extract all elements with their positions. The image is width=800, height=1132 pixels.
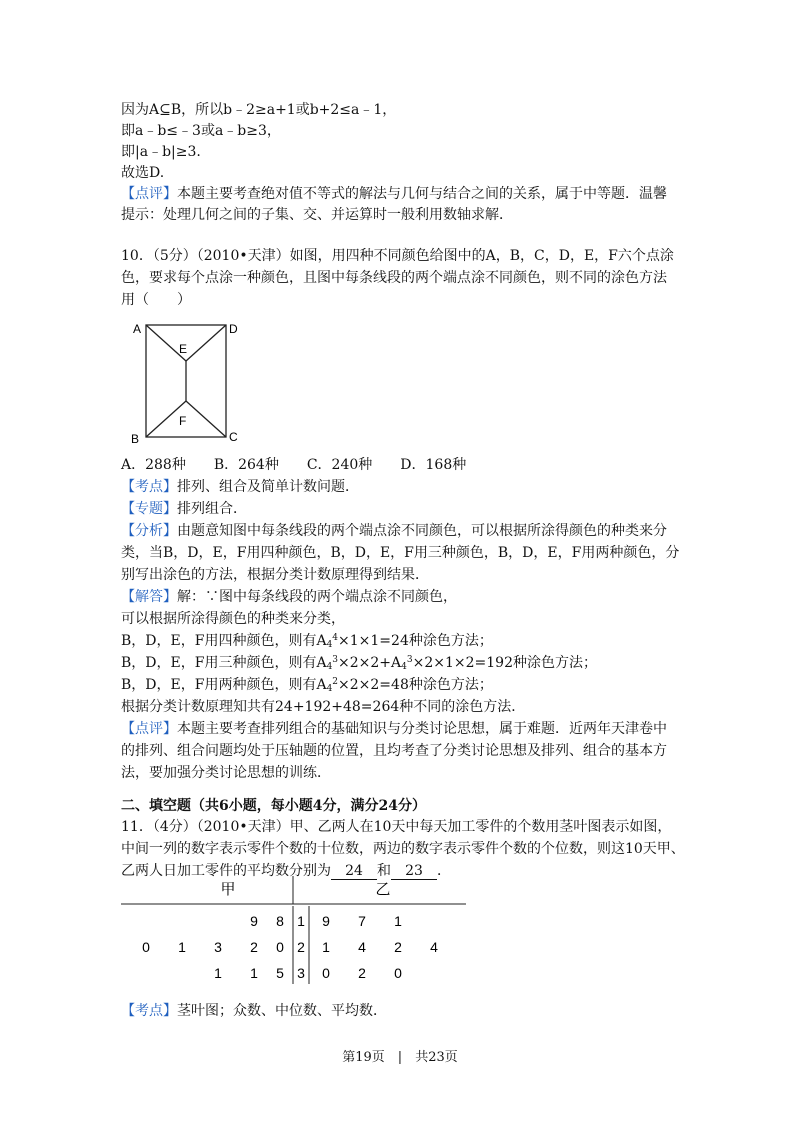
- solution-line: 即a﹣b≤﹣3或a﹣b≥3，: [121, 123, 281, 139]
- kaodian-tag: 【考点】: [121, 1003, 177, 1019]
- step-text: ×1×1=24种涂色方法；: [338, 633, 493, 649]
- right-leaf: 0: [394, 965, 402, 981]
- question-11-text: 11．（4分）（2010•天津）甲、乙两人在10天中每天加工零件的个数用茎叶图表示如图，: [121, 819, 672, 835]
- dianping-tag: 【点评】: [121, 721, 177, 737]
- kaodian-line: [121, 477, 359, 497]
- jieda-step-3: [121, 675, 493, 695]
- left-leaf: 0: [142, 939, 150, 955]
- right-title: 乙: [375, 880, 391, 898]
- step-text: B，D，E，F用三种颜色，则有A: [121, 655, 327, 671]
- right-leaf: 4: [358, 939, 366, 955]
- comment-tag: 【点评】: [121, 186, 177, 202]
- comment-line: [121, 184, 667, 204]
- superscript: 4: [332, 633, 339, 643]
- right-leaf: 2: [394, 939, 402, 955]
- subscript: 4: [401, 662, 407, 672]
- solution-line: 因为A⊆B，所以b﹣2≥a+1或b+2≤a﹣1，: [121, 102, 397, 118]
- label-C: C: [229, 430, 238, 444]
- question-10-text: 用（ ）: [121, 292, 191, 308]
- superscript: 2: [332, 677, 339, 687]
- left-leaf: 8: [276, 913, 284, 929]
- fenxi-line: [121, 521, 667, 541]
- right-leaf: 0: [322, 965, 330, 981]
- step-text: ×2×1×2=192种涂色方法；: [412, 655, 597, 671]
- question-10-text: 色，要求每个点涂一种颜色，且图中每条线段的两个端点涂不同颜色，则不同的涂色方法: [121, 270, 667, 286]
- kaodian-text: 茎叶图；众数、中位数、平均数．: [177, 1003, 387, 1019]
- page-footer: 第19页 | 共23页: [342, 1050, 458, 1065]
- left-leaf: 3: [214, 939, 222, 955]
- label-E: E: [179, 342, 188, 356]
- segment-CF: [186, 401, 226, 437]
- left-leaf: 2: [250, 939, 258, 955]
- answer-blank-1: 24: [331, 863, 377, 880]
- right-leaf: 2: [358, 965, 366, 981]
- zhuanti-line: [121, 499, 247, 519]
- stem-value: 3: [297, 965, 305, 981]
- fenxi-text: 由题意知图中每条线段的两个端点涂不同颜色，可以根据所涂得颜色的种类来分: [177, 523, 667, 539]
- superscript: 3: [332, 655, 339, 665]
- segment-DE: [186, 325, 226, 361]
- comment-line: 提示：处理几何之间的子集、交、并运算时一般利用数轴求解．: [121, 207, 513, 223]
- question-10-text: 10．（5分）（2010•天津）如图，用四种不同颜色给图中的A，B，C，D，E，F六个点涂: [121, 248, 674, 264]
- right-leaf: 1: [394, 913, 402, 929]
- subscript: 4: [326, 640, 333, 650]
- jieda-text: 解：∵图中每条线段的两个端点涂不同颜色，: [177, 589, 457, 605]
- left-leaf: 5: [276, 965, 284, 981]
- answer-blank-2: 23: [391, 863, 437, 880]
- left-leaf: 1: [250, 965, 258, 981]
- rectangle-figure: [121, 315, 251, 445]
- stem-leaf-plot: [121, 876, 471, 986]
- right-leaf: 7: [358, 913, 366, 929]
- question-text: 乙两人日加工零件的平均数分别为: [121, 863, 331, 879]
- step-text: ×2×2=48种涂色方法；: [338, 677, 493, 693]
- kaodian-text: 排列、组合及简单计数问题．: [177, 479, 359, 495]
- solution-line: 即|a﹣b|≥3.: [121, 144, 201, 160]
- question-text: 和: [377, 863, 391, 879]
- right-leaf: 1: [322, 939, 330, 955]
- comment-text: 本题主要考查绝对值不等式的解法与几何与结合之间的关系，属于中等题．温馨: [177, 186, 667, 202]
- jieda-step-1: [121, 631, 493, 651]
- jieda-tag: 【解答】: [121, 589, 177, 605]
- jieda-line: 可以根据所涂得颜色的种类来分类，: [121, 611, 345, 627]
- zhuanti-text: 排列组合．: [177, 501, 247, 517]
- right-leaf: 9: [322, 913, 330, 929]
- left-leaf: 0: [276, 939, 284, 955]
- fenxi-tag: 【分析】: [121, 523, 177, 539]
- fenxi-line: 类，当B，D，E，F用四种颜色，B，D，E，F用三种颜色，B，D，E，F用两种颜色，分: [121, 545, 680, 561]
- stem-value: 1: [297, 913, 305, 929]
- question-text: ．: [437, 863, 451, 879]
- jieda-line: [121, 587, 457, 607]
- label-B: B: [131, 432, 140, 445]
- question-11-text: 中间一列的数字表示零件个数的十位数，两边的数字表示零件个数的个位数，则这10天甲、: [121, 841, 685, 857]
- jieda-conclusion: 根据分类计数原理知共有24+192+48=264种不同的涂色方法．: [121, 699, 526, 715]
- label-D: D: [229, 322, 238, 336]
- left-leaf: 1: [214, 965, 222, 981]
- left-title: 甲: [220, 880, 236, 898]
- label-F: F: [179, 414, 187, 428]
- dianping-line: 法，要加强分类讨论思想的训练．: [121, 765, 331, 781]
- dianping-text: 本题主要考查排列组合的基础知识与分类讨论思想，属于难题．近两年天津卷中: [177, 721, 667, 737]
- fenxi-line: 别写出涂色的方法，根据分类计数原理得到结果．: [121, 567, 429, 583]
- solution-line: 故选D.: [121, 165, 165, 181]
- step-text: B，D，E，F用四种颜色，则有A: [121, 633, 327, 649]
- answer-options: A．288种 B．264种 C．240种 D．168种: [121, 457, 467, 473]
- zhuanti-tag: 【专题】: [121, 501, 177, 517]
- right-leaf: 4: [430, 939, 438, 955]
- subscript: 4: [326, 662, 333, 672]
- stem-value: 2: [297, 939, 305, 955]
- dianping-line: [121, 719, 667, 739]
- dianping-line: 的排列、组合问题均处于压轴题的位置，且均考查了分类讨论思想及排列、组合的基本方: [121, 743, 667, 759]
- left-leaf: 1: [178, 939, 186, 955]
- label-A: A: [133, 322, 142, 336]
- kaodian-line: [121, 1001, 387, 1021]
- step-text: B，D，E，F用两种颜色，则有A: [121, 677, 327, 693]
- jieda-step-2: [121, 653, 597, 673]
- left-leaf: 9: [250, 913, 258, 929]
- step-text: ×2×2+A: [338, 655, 402, 671]
- stem-leaf-cells: [142, 913, 438, 981]
- superscript: 3: [406, 655, 413, 665]
- kaodian-tag: 【考点】: [121, 479, 177, 495]
- subscript: 4: [326, 684, 333, 694]
- section-heading: 二、填空题（共6小题，每小题4分，满分24分）: [121, 798, 426, 814]
